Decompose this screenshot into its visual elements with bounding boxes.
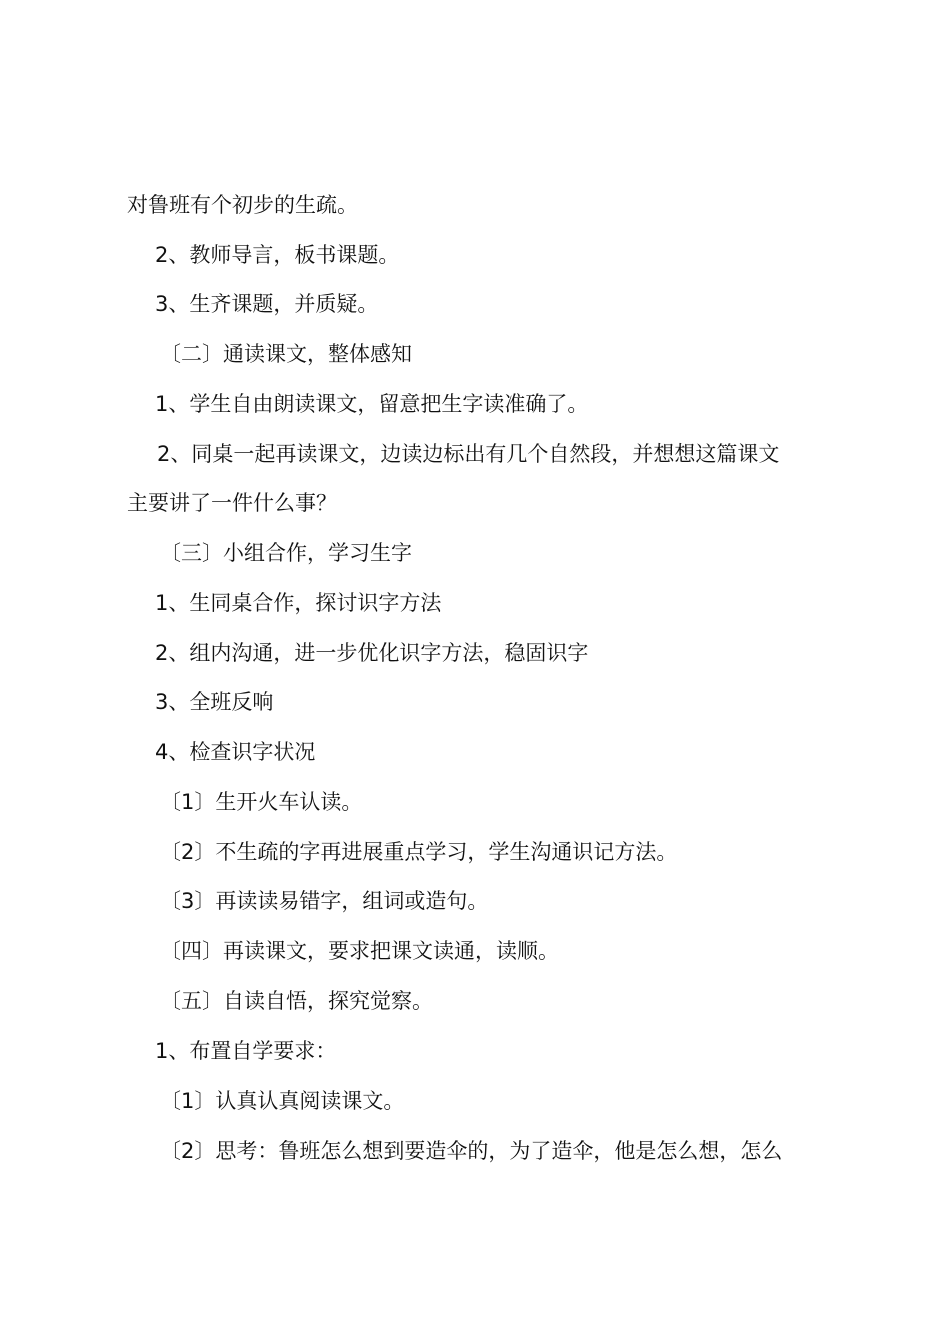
paragraph-line: 对鲁班有个初步的生疏。 xyxy=(127,193,358,217)
paragraph-line: 1、布置自学要求： xyxy=(155,1039,337,1063)
paragraph-line: 4、检查识字状况 xyxy=(155,740,316,764)
section-heading: 〔二〕通读课文，整体感知 xyxy=(160,342,412,366)
section-heading: 〔四〕再读课文，要求把课文读通，读顺。 xyxy=(160,939,559,963)
section-heading: 〔五〕自读自悟，探究觉察。 xyxy=(160,989,433,1013)
paragraph-line: 〔2〕不生疏的字再进展重点学习，学生沟通识记方法。 xyxy=(160,840,678,864)
section-heading: 〔三〕小组合作，学习生字 xyxy=(160,541,412,565)
paragraph-line: 主要讲了一件什么事？ xyxy=(127,491,337,515)
paragraph-line: 〔1〕生开火车认读。 xyxy=(160,790,363,814)
paragraph-line: 1、学生自由朗读课文，留意把生字读准确了。 xyxy=(155,392,589,416)
paragraph-line: 2、教师导言，板书课题。 xyxy=(155,243,400,267)
paragraph-line: 3、生齐课题，并质疑。 xyxy=(155,292,379,316)
paragraph-line: 〔2〕思考：鲁班怎么想到要造伞的，为了造伞，他是怎么想，怎么 xyxy=(160,1139,783,1163)
paragraph-line: 〔1〕认真认真阅读课文。 xyxy=(160,1089,405,1113)
paragraph-line: 〔3〕再读读易错字，组词或造句。 xyxy=(160,889,489,913)
paragraph-line: 2、同桌一起再读课文，边读边标出有几个自然段，并想想这篇课文 xyxy=(157,442,780,466)
paragraph-line: 1、生同桌合作，探讨识字方法 xyxy=(155,591,442,615)
paragraph-line: 3、全班反响 xyxy=(155,690,274,714)
paragraph-line: 2、组内沟通，进一步优化识字方法，稳固识字 xyxy=(155,641,589,665)
